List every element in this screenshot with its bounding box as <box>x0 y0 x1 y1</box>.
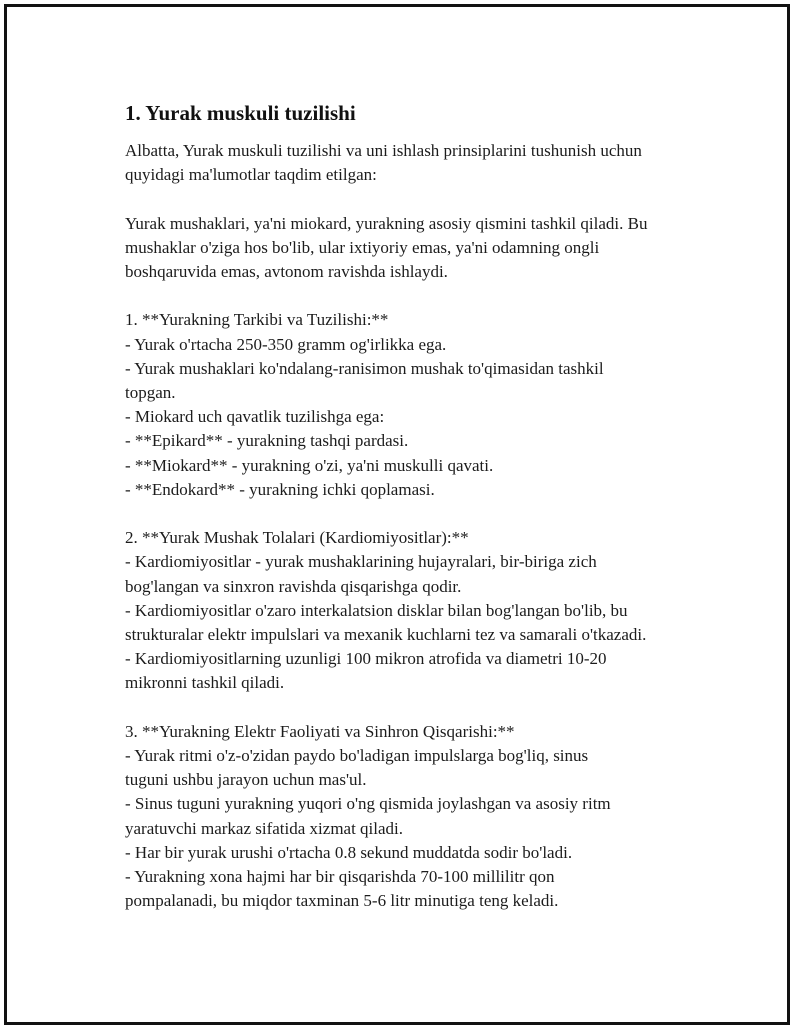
document-title: 1. Yurak muskuli tuzilishi <box>125 101 356 125</box>
intro-paragraph: Albatta, Yurak muskuli tuzilishi va uni ishlash prinsiplarini tushunish uchun quyidagi ma'lumotlar taqdim etilgan: <box>125 141 642 185</box>
section-1-tarkibi: 1. **Yurakning Tarkibi va Tuzilishi:** - Yurak o'rtacha 250-350 gramm og'irlikka ega. - Yurak mushaklari ko'ndalang-ranisimon mushak to'qimasidan tashkil topgan. - Miokard uch qavatlik tuzilishga ega: - **Epikard** - yurakning tashqi pardasi. - **Miokard** - yurakning o'zi, ya'ni muskulli qavati. - **Endokard** - yurakning ichki qoplamasi. <box>125 310 604 499</box>
section-2-kardiomiyositlar: 2. **Yurak Mushak Tolalari (Kardiomiyositlar):** - Kardiomiyositlar - yurak mushaklarining hujayralari, bir-biriga zich bog'langan va sinxron ravishda qisqarishga qodir. - Kardiomiyositlar o'zaro interkalatsion disklar bilan bog'langan bo'lib, bu strukturalar elektr impulslari va mexanik kuchlarni tez va samarali o'tkazadi. - Kardiomiyositlarning uzunligi 100 mikron atrofida va diametri 10-20 mikronni tashkil qiladi. <box>125 528 647 693</box>
section-3-elektr-faoliyati: 3. **Yurakning Elektr Faoliyati va Sinhron Qisqarishi:** - Yurak ritmi o'z-o'zidan paydo bo'ladigan impulslarga bog'liq, sinus tuguni ushbu jarayon uchun mas'ul. - Sinus tuguni yurakning yuqori o'ng qismida joylashgan va asosiy ritm yaratuvchi markaz sifatida xizmat qiladi. - Har bir yurak urushi o'rtacha 0.8 sekund muddatda sodir bo'ladi. - Yurakning xona hajmi har bir qisqarishda 70-100 millilitr qon pompalanadi, bu miqdor taxminan 5-6 litr minutiga teng keladi. <box>125 721 611 911</box>
document-body <box>125 99 705 938</box>
miokard-paragraph: Yurak mushaklari, ya'ni miokard, yurakning asosiy qismini tashkil qiladi. Bu mushaklar o'ziga hos bo'lib, ular ixtiyoriy emas, ya'ni odamning ongli boshqaruvida emas, avtonom ravishda ishlaydi. <box>125 213 648 281</box>
page-frame <box>4 4 790 1025</box>
